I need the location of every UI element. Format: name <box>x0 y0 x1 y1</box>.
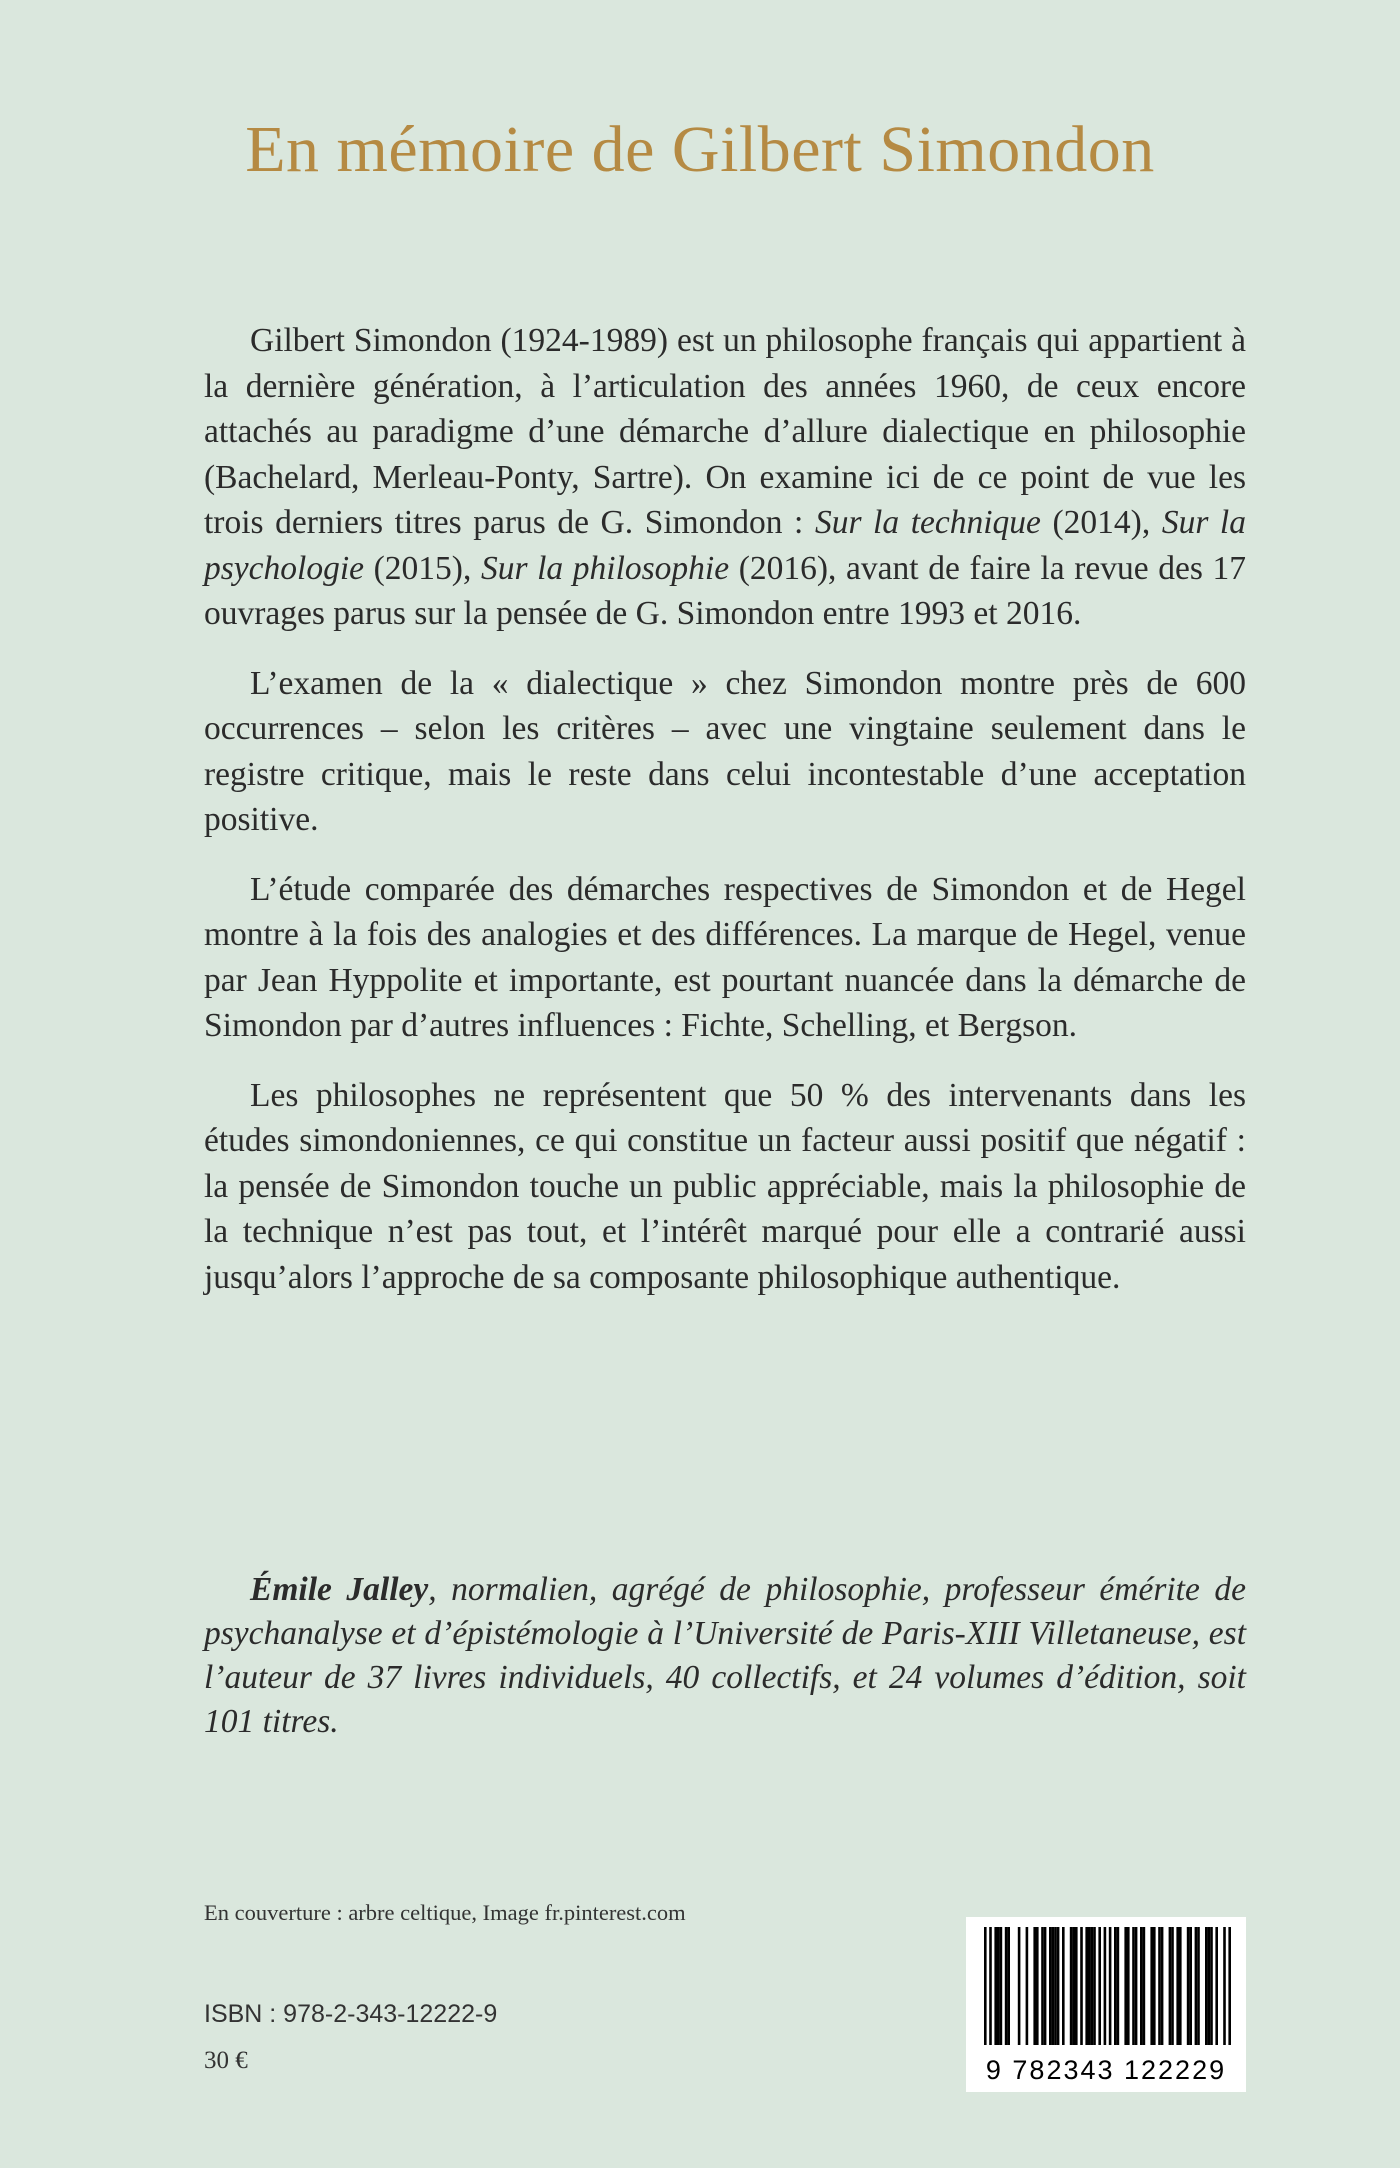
barcode-bar <box>984 1927 987 2045</box>
barcode-bar <box>1124 1927 1127 2045</box>
barcode-bar <box>1132 1927 1135 2045</box>
cover-credit: En couverture : arbre celtique, Image fr.pinterest.com <box>204 1900 686 1925</box>
barcode-bar <box>1018 1927 1021 2045</box>
barcode-bar <box>1080 1927 1083 2045</box>
summary-text <box>204 318 1246 1324</box>
book-title-technique: Sur la technique <box>814 504 1041 541</box>
barcode-bars <box>966 1917 1246 2057</box>
paragraph-2: L’examen de la « dialectique » chez Simondon montre près de 600 occurrences – selon les critères – avec une vingtaine seulement dans le registre critique, mais le reste dans celui incontestable d’une acceptation positive. <box>204 664 1246 838</box>
barcode-bar <box>1036 1927 1039 2045</box>
barcode-bar <box>1091 1927 1094 2045</box>
author-name: Émile Jalley <box>250 1571 429 1608</box>
barcode-bar <box>1150 1927 1153 2045</box>
paragraph-1 <box>204 318 1246 637</box>
barcode-bar <box>1210 1927 1213 2045</box>
price: 30 € <box>204 2047 248 2074</box>
barcode-bar <box>1176 1927 1179 2045</box>
book-title-philosophie: Sur la philosophie <box>480 549 730 587</box>
barcode-bar <box>1228 1927 1231 2045</box>
barcode-bar <box>1052 1927 1055 2045</box>
paragraph-3: L’étude comparée des démarches respectives de Simondon et de Hegel montre à la fois des analogies et des différences. La marque de Hegel, venue par Jean Hyppolite et importante, est pourtant nuancée dans la démarche de Simondon par d’autres influences : Fichte, Schelling, et Bergson. <box>204 870 1246 1044</box>
barcode-bar <box>1033 1927 1036 2045</box>
barcode-digits: 9 782343 122229 <box>985 2055 1227 2085</box>
barcode-bar <box>1005 1927 1008 2045</box>
barcode-bar <box>1104 1927 1107 2045</box>
barcode-bar <box>1215 1927 1218 2045</box>
barcode-bar <box>1085 1927 1088 2045</box>
author-bio-text: , normalien, agrégé de philosophie, professeur émérite de psychanalyse et d’épistémologie à l’Université de Paris-XIII Villetaneuse, est l’auteur de 37 livres individuels, 40 collectifs, et 24 volumes d’édition, soit 101 titres. <box>204 1571 1246 1740</box>
paragraph-1-part-b: (2014), <box>1040 504 1162 541</box>
barcode-bar <box>1098 1927 1101 2045</box>
barcode-bar <box>994 1927 997 2045</box>
barcode-bar <box>1187 1927 1190 2045</box>
barcode-bar <box>1075 1927 1078 2045</box>
barcode-bar <box>1093 1927 1096 2045</box>
barcode-bar <box>1223 1927 1226 2045</box>
barcode-bar <box>1169 1927 1172 2045</box>
barcode-bar <box>1158 1927 1161 2045</box>
barcode-bar <box>1195 1927 1198 2045</box>
barcode-bar <box>1049 1927 1052 2045</box>
book-title: En mémoire de Gilbert Simondon <box>245 113 1155 186</box>
author-bio <box>204 1568 1246 1744</box>
barcode-bar <box>1205 1927 1208 2045</box>
barcode-bar <box>1088 1927 1091 2045</box>
barcode-bar <box>1171 1927 1174 2045</box>
barcode-bar <box>1057 1927 1060 2045</box>
book-title-psychologie: Sur la psychologie <box>204 504 1246 587</box>
barcode-bar <box>1189 1927 1192 2045</box>
barcode-bar <box>1143 1927 1146 2045</box>
barcode-bar <box>989 1927 992 2045</box>
barcode-bar <box>1197 1927 1200 2045</box>
barcode-bar <box>1135 1927 1138 2045</box>
paragraph-1-part-c: (2015), <box>364 549 481 587</box>
barcode-bar <box>1054 1927 1057 2045</box>
paragraph-1-part-d: (2016), avant de faire la revue des 17 ouvrages parus sur la pensée de G. Simondon entre 1993 et 2016. <box>204 549 1247 632</box>
barcode-bar <box>1179 1927 1182 2045</box>
barcode <box>966 1917 1246 2092</box>
barcode-bar <box>1161 1927 1164 2045</box>
paragraph-1-part-a: Gilbert Simondon (1924-1989) est un philosophe français qui appartient à la dernière génération, à l’articulation des années 1960, de ceux encore attachés au paradigme d’une démarche d’allure dialectique en philosophie (Bachelard, Merleau-Ponty, Sartre). On examine ici de ce point de vue les trois derniers titres parus de G. Simondon : <box>204 322 1246 541</box>
barcode-bar <box>1153 1927 1156 2045</box>
barcode-bar <box>1041 1927 1044 2045</box>
barcode-bar <box>1109 1927 1112 2045</box>
barcode-bar <box>1208 1927 1211 2045</box>
barcode-bar <box>1140 1927 1143 2045</box>
paragraph-4: Les philosophes ne représentent que 50 % des intervenants dans les études simondoniennes, ce qui constitue un facteur aussi positif que négatif : la pensée de Simondon touche un public appréciable, mais la philosophie de la technique n’est pas tout, et l’intérêt marqué pour elle a contrarié aussi jusqu’alors l’approche de sa composante philosophique authentique. <box>204 1076 1246 1296</box>
barcode-bar <box>997 1927 1000 2045</box>
barcode-bar <box>1044 1927 1047 2045</box>
barcode-bar <box>1026 1927 1029 2045</box>
isbn: ISBN : 978-2-343-12222-9 <box>204 2000 498 2028</box>
barcode-bar <box>1062 1927 1065 2045</box>
barcode-bar <box>1000 1927 1003 2045</box>
barcode-bar <box>1007 1927 1010 2045</box>
barcode-bar <box>1114 1927 1117 2045</box>
barcode-bar <box>1070 1927 1073 2045</box>
barcode-bar <box>1072 1927 1075 2045</box>
barcode-bar <box>1127 1927 1130 2045</box>
barcode-bar <box>1117 1927 1120 2045</box>
